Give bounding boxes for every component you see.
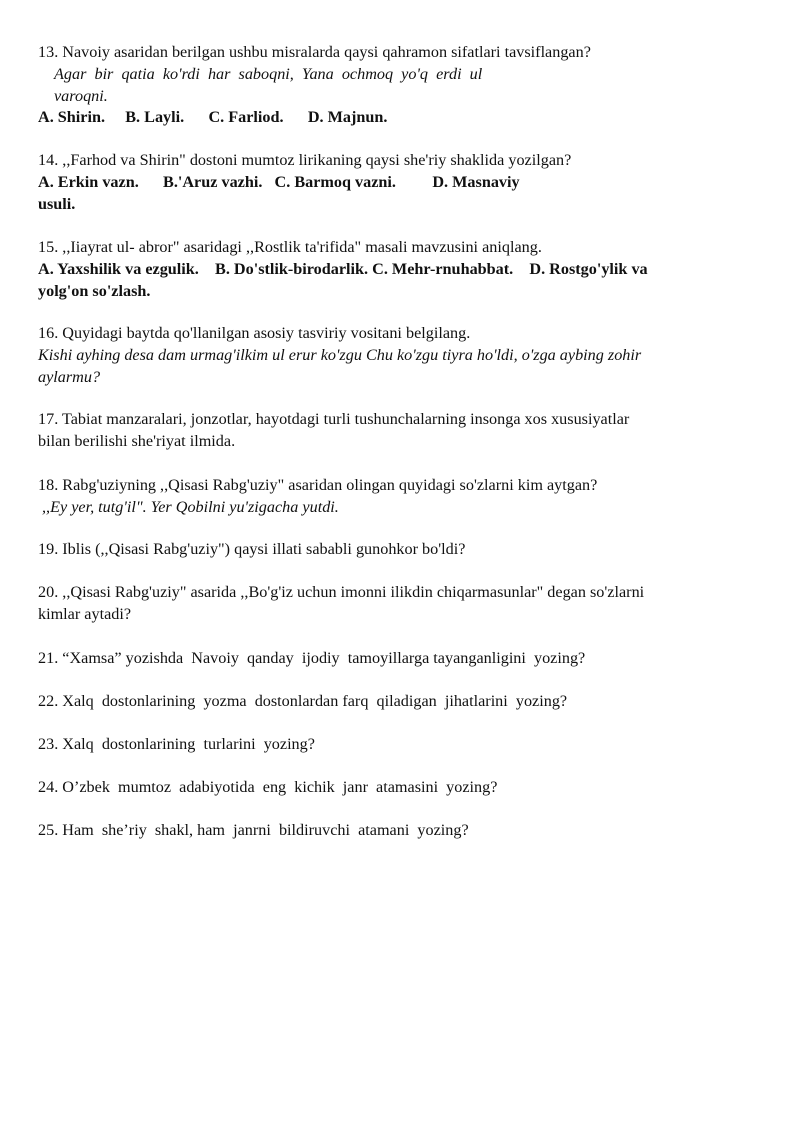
question-prompt: 14. ,,Farhod va Shirin" dostoni mumtoz lirikaning qaysi she'riy shaklida yozilgan? [38,151,572,169]
question-16 [38,323,763,388]
question-prompt: 22. Xalq dostonlarining yozma dostonlardan farq qiladigan jihatlarini yozing? [38,692,568,710]
question-22 [38,691,763,713]
question-20 [38,582,763,626]
question-prompt: kimlar aytadi? [38,604,132,623]
answer-options: A. Shirin. B. Layli. C. Farliod. D. Majnun. [38,108,388,127]
answer-options: A. Erkin vazn. B.'Aruz vazhi. C. Barmoq vazni. D. Masnaviy [38,172,520,191]
question-prompt: 25. Ham she’riy shakl, ham janrni bildiruvchi atamani yozing? [38,821,469,839]
question-prompt: 16. Quyidagi baytda qo'llanilgan asosiy tasviriy vositani belgilang. [38,324,471,342]
question-24 [38,777,763,799]
answer-options: A. Yaxshilik va ezgulik. B. Do'stlik-birodarlik. C. Mehr-rnuhabbat. D. Rostgo'ylik va [38,259,648,278]
answer-options: usuli. [38,194,76,213]
verse-line: Kishi ayhing desa dam urmag'ilkim ul erur ko'zgu Chu ko'zgu tiyra ho'ldi, o'zga aybing zohir [38,345,642,364]
question-19 [38,539,763,561]
answer-options: yolg'on so'zlash. [38,281,151,300]
question-prompt: 23. Xalq dostonlarining turlarini yozing? [38,735,315,753]
question-prompt: 13. Navoiy asaridan berilgan ushbu misralarda qaysi qahramon sifatlari tavsiflangan? [38,43,591,61]
question-15 [38,237,763,302]
question-prompt: 24. O’zbek mumtoz adabiyotida eng kichik janr atamasini yozing? [38,778,498,796]
question-13 [38,42,763,129]
verse-line: ,,Ey yer, tutg'il". Yer Qobilni yu'zigacha yutdi. [42,497,339,516]
question-17 [38,409,763,453]
question-prompt: 21. “Xamsa” yozishda Navoiy qanday ijodiy tamoyillarga tayanganligini yozing? [38,649,586,667]
question-18 [38,475,763,519]
question-prompt: 15. ,,Iiayrat ul- abror" asaridagi ,,Rostlik ta'rifida" masali mavzusini aniqlang. [38,238,542,256]
verse-line: varoqni. [54,86,108,105]
question-23 [38,734,763,756]
question-prompt: 17. Tabiat manzaralari, jonzotlar, hayotdagi turli tushunchalarning insonga xos xususiyatlar [38,410,630,428]
question-prompt: 20. ,,Qisasi Rabg'uziy" asarida ,,Bo'g'iz uchun imonni ilikdin chiqarmasunlar" degan so'zlarni [38,583,645,601]
question-21 [38,648,763,670]
question-14 [38,150,763,215]
verse-line: aylarmu? [38,367,101,386]
question-prompt: 19. Iblis (,,Qisasi Rabg'uziy") qaysi illati sababli gunohkor bo'ldi? [38,540,466,558]
question-prompt: 18. Rabg'uziyning ,,Qisasi Rabg'uziy" asaridan olingan quyidagi so'zlarni kim aytgan? [38,476,598,494]
question-prompt: bilan berilishi she'riyat ilmida. [38,431,236,450]
question-25 [38,820,763,842]
verse-line: Agar bir qatia ko'rdi har saboqni, Yana ochmoq yo'q erdi ul [54,64,483,83]
